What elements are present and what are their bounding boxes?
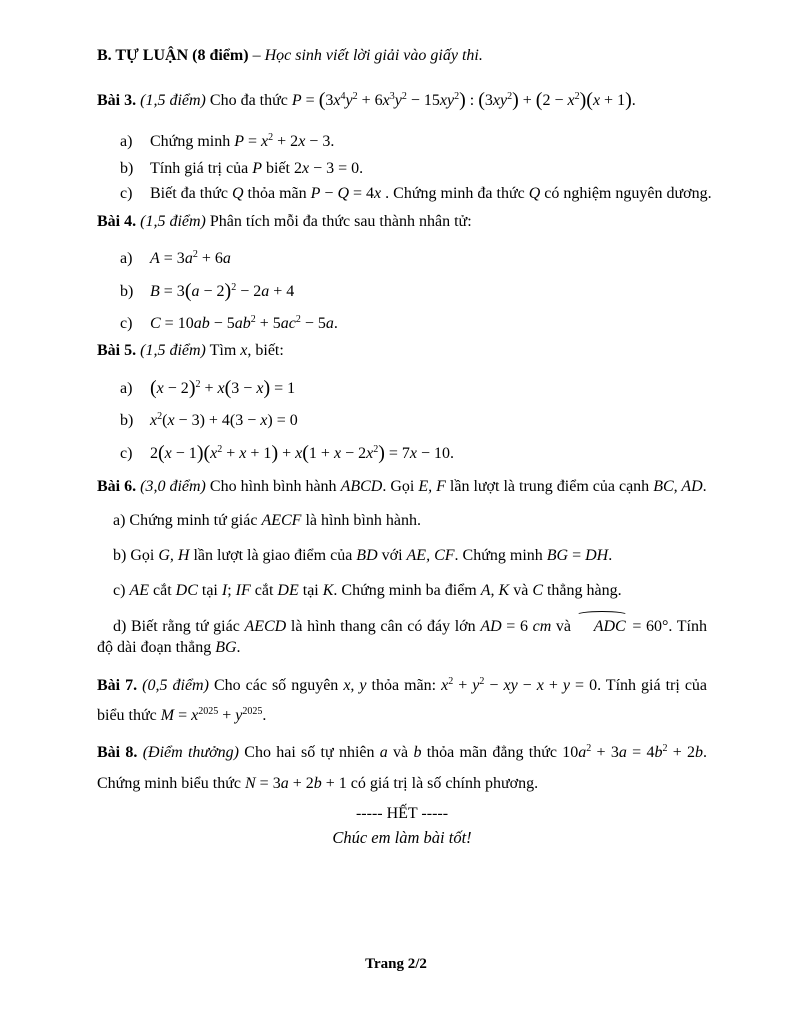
text-run: . Gọi	[382, 478, 419, 495]
bai-6-heading	[97, 477, 707, 497]
bai-7	[97, 672, 707, 732]
item-text	[150, 133, 334, 150]
text-run: a	[222, 250, 231, 267]
text-run: Bài 6.	[97, 478, 141, 495]
section-header	[97, 46, 707, 66]
text-run: BC, AD	[653, 478, 703, 495]
text-run: x	[592, 92, 601, 109]
text-run: = 60°. Tính độ dài đoạn thẳng	[97, 618, 707, 656]
text-run: d) Biết rằng tứ giác	[113, 618, 245, 635]
text-run: − 2	[199, 283, 225, 300]
text-run: a) Chứng minh tứ giác	[113, 512, 262, 529]
bai-4-item-b	[97, 276, 707, 309]
text-run: ;	[227, 582, 236, 599]
text-run: cắt	[250, 582, 278, 599]
text-run: M	[160, 707, 175, 724]
bai-4-item-c	[97, 309, 707, 341]
text-run: − 2	[341, 445, 367, 462]
text-run: AE	[129, 582, 149, 599]
text-run: c)	[113, 582, 130, 599]
text-run: x	[374, 185, 382, 202]
text-run: cắt	[148, 582, 176, 599]
text-run: x	[366, 445, 374, 462]
text-run: x	[240, 342, 248, 359]
text-run: Bài 7.	[97, 677, 143, 694]
text-run: 2 −	[542, 92, 568, 109]
text-run: Q	[231, 185, 244, 202]
text-run: x	[301, 160, 310, 177]
bai-8-heading	[97, 738, 707, 798]
text-run: b	[695, 744, 704, 761]
text-run: B	[150, 283, 160, 300]
text-run: 3 −	[231, 380, 257, 397]
text-run: AE, CF	[406, 547, 455, 564]
item-text	[150, 412, 298, 429]
text-run: Cho đa thức	[205, 92, 292, 109]
text-run: x	[210, 445, 218, 462]
text-run: 2	[192, 249, 198, 260]
bai-4	[97, 212, 707, 341]
text-run: P	[291, 92, 302, 109]
text-run: N	[245, 775, 256, 792]
text-run: DC	[175, 582, 198, 599]
bai-3	[97, 87, 712, 206]
text-run: )	[271, 442, 279, 464]
text-run: 2	[454, 91, 460, 102]
text-run: )	[224, 280, 232, 302]
text-run: x	[150, 412, 158, 429]
text-run: và	[509, 582, 533, 599]
text-run: ab	[234, 315, 251, 332]
text-run: , biết:	[247, 342, 284, 359]
text-run: −	[320, 185, 338, 202]
text-run: thỏa mãn:	[366, 677, 442, 694]
text-run: A	[150, 250, 160, 267]
text-run: AECD	[244, 618, 287, 635]
text-run: + 6	[197, 250, 223, 267]
text-run: 4	[340, 91, 346, 102]
text-run: −	[517, 677, 537, 694]
text-run: )	[512, 89, 519, 111]
text-run: x	[256, 380, 264, 397]
bai-4-item-a	[97, 244, 707, 276]
bai-5-item-a	[97, 373, 707, 406]
text-run: a	[578, 744, 587, 761]
text-run: 3	[389, 91, 395, 102]
text-run: = 10	[160, 315, 194, 332]
text-run: C	[150, 315, 161, 332]
text-run: :	[465, 92, 479, 109]
item-text	[150, 250, 231, 267]
text-run: x	[333, 445, 342, 462]
text-run: 1 +	[308, 445, 334, 462]
text-run: 2	[250, 314, 256, 325]
text-run: =	[244, 133, 262, 150]
text-run: 2	[150, 445, 158, 462]
text-run: x	[295, 445, 303, 462]
text-run: )	[579, 89, 587, 111]
text-run: BG	[215, 639, 237, 656]
text-run: +	[518, 92, 536, 109]
text-run: =	[174, 707, 192, 724]
text-run: G, H	[158, 547, 190, 564]
text-run: + 3	[591, 744, 619, 761]
text-run: AECF	[261, 512, 302, 529]
text-run: y	[345, 92, 353, 109]
text-run: )	[459, 89, 466, 111]
text-run: Bài 8.	[97, 744, 143, 761]
text-run: =	[568, 547, 586, 564]
text-run: ac	[280, 315, 296, 332]
bai-3-heading	[97, 87, 707, 116]
text-run: 3	[325, 92, 334, 109]
text-run: 2	[662, 743, 668, 754]
text-run: + 1 có giá trị là số chính phương.	[321, 775, 539, 792]
text-run: (	[586, 89, 593, 111]
text-run: Bài 5.	[97, 342, 141, 359]
text-run: x	[217, 380, 225, 397]
text-run: a	[261, 283, 270, 300]
text-run: (Điểm thưởng)	[142, 744, 239, 761]
text-run: x	[167, 412, 175, 429]
text-run: xy	[439, 92, 455, 109]
item-text	[150, 185, 712, 202]
text-run: 2	[231, 282, 237, 293]
text-run: + 4	[269, 283, 295, 300]
text-run: = 3	[159, 250, 185, 267]
text-run: = 4	[626, 744, 655, 761]
text-run: ----- HẾT -----	[355, 805, 449, 822]
item-label: c)	[120, 315, 133, 332]
text-run: +	[200, 380, 218, 397]
text-run: (1,5 điểm)	[140, 342, 206, 359]
text-run: x, y	[343, 677, 367, 694]
text-run: (	[158, 442, 165, 464]
text-run: = 4	[349, 185, 375, 202]
text-run: (	[162, 412, 168, 429]
text-run: y	[472, 677, 480, 694]
item-label: a)	[120, 133, 133, 150]
text-run: 2025	[242, 706, 263, 717]
text-run: y	[235, 707, 243, 724]
text-run: Tính giá trị của	[150, 160, 253, 177]
text-run: ABCD	[340, 478, 383, 495]
bai-3-item-c	[97, 181, 712, 206]
text-run: + 1	[600, 92, 626, 109]
text-run: thỏa mãn	[243, 185, 311, 202]
text-run: (	[224, 377, 232, 399]
text-run: 2	[295, 314, 301, 325]
text-run: a	[325, 315, 334, 332]
text-run: DH	[585, 547, 609, 564]
text-run: + 6	[357, 92, 383, 109]
bai-4-heading	[97, 212, 707, 232]
text-run: . Chứng minh ba điểm	[333, 582, 481, 599]
text-run: = 1	[270, 380, 296, 397]
closing-wish	[97, 827, 707, 849]
text-run: Cho hình bình hành	[205, 478, 341, 495]
text-run: )	[196, 442, 204, 464]
item-label: a)	[120, 250, 133, 267]
text-run: )	[378, 442, 385, 464]
text-run: lần lượt là trung điểm của cạnh	[445, 478, 654, 495]
text-run: I	[221, 582, 228, 599]
text-run: AD	[480, 618, 502, 635]
text-run: P	[252, 160, 262, 177]
text-run: − 5	[300, 315, 326, 332]
text-run: x	[164, 445, 172, 462]
text-run: =	[301, 92, 319, 109]
text-run: Học sinh viết lời giải vào giấy thi.	[264, 47, 483, 64]
text-run: x	[261, 133, 269, 150]
text-run: xy	[503, 677, 518, 694]
text-run: cm	[532, 618, 552, 635]
text-run: xy	[492, 92, 508, 109]
text-run: .	[262, 707, 267, 724]
text-run: 2	[373, 444, 379, 455]
text-run: thỏa mãn đẳng thức 10	[421, 744, 579, 761]
bai-6-item-1	[97, 545, 707, 566]
end-marker	[97, 804, 707, 824]
text-run: −	[484, 677, 504, 694]
item-label: b)	[120, 160, 134, 177]
text-run: Q	[528, 185, 541, 202]
text-run: x	[567, 92, 575, 109]
text-run: DE	[277, 582, 299, 599]
text-run: = 3	[159, 283, 185, 300]
bai-6-item-0	[97, 510, 707, 531]
text-run: a	[184, 250, 193, 267]
text-run: (1,5 điểm)	[140, 213, 206, 230]
problems-container	[97, 87, 712, 798]
text-run: (	[150, 377, 157, 399]
text-run: +	[222, 445, 240, 462]
text-run: + 1	[246, 445, 272, 462]
bai-3-item-b	[97, 156, 707, 181]
bai-8	[97, 738, 707, 798]
text-run: y	[394, 92, 402, 109]
text-run: b	[313, 775, 322, 792]
text-run: Biết đa thức	[150, 185, 232, 202]
text-run: BD	[356, 547, 378, 564]
bai-5-item-c	[97, 438, 707, 471]
text-run: 2	[479, 676, 485, 687]
text-run: = 0. Tính giá trị của biểu thức	[97, 677, 708, 724]
text-run: − 1	[171, 445, 197, 462]
text-run: )	[625, 89, 632, 111]
page-footer: Trang 2/2	[365, 956, 427, 972]
text-run: 2	[574, 91, 580, 102]
text-run: a	[280, 775, 289, 792]
bai-5	[97, 341, 707, 471]
text-run: .	[702, 478, 707, 495]
text-run: + 2	[273, 133, 299, 150]
text-run: có nghiệm nguyên dương.	[540, 185, 712, 202]
text-run: . Chứng minh đa thức	[381, 185, 529, 202]
text-run: IF	[235, 582, 251, 599]
text-run: và	[387, 744, 414, 761]
item-label: c)	[120, 445, 133, 462]
text-run: Chứng minh	[150, 133, 235, 150]
text-run: b	[413, 744, 422, 761]
bai-3-item-a	[97, 129, 707, 156]
bai-6	[97, 477, 707, 658]
text-run: Bài 3.	[97, 92, 141, 109]
text-run: 2	[217, 444, 223, 455]
text-run: BG	[546, 547, 569, 564]
text-run: y	[562, 677, 571, 694]
text-run: − 3.	[305, 133, 335, 150]
text-run: x	[441, 677, 449, 694]
text-run: − 10.	[417, 445, 455, 462]
text-run: 2025	[198, 706, 219, 717]
text-run: 3	[484, 92, 493, 109]
text-run: P	[234, 133, 245, 150]
text-run: A, K	[480, 582, 510, 599]
text-run: –	[248, 47, 265, 64]
text-run: = 3	[255, 775, 281, 792]
text-run: ) = 0	[267, 412, 298, 429]
item-label: a)	[120, 380, 133, 397]
text-run: Phân tích mỗi đa thức sau thành nhân tử:	[205, 213, 472, 230]
text-run: . Chứng minh	[454, 547, 547, 564]
text-run: (	[478, 89, 485, 111]
text-run: 2	[157, 411, 163, 422]
text-run: x	[156, 380, 164, 397]
text-run: (	[184, 280, 192, 302]
text-run: là hình thang cân có đáy lớn	[286, 618, 481, 635]
text-run: (	[203, 442, 211, 464]
text-run: tại	[298, 582, 323, 599]
text-run: B. TỰ LUẬN (8 điểm)	[97, 47, 249, 64]
text-run: +	[218, 707, 236, 724]
text-run: 2	[586, 743, 592, 754]
text-run: x	[382, 92, 390, 109]
text-run: Q	[337, 185, 350, 202]
item-text	[150, 280, 295, 302]
text-run: a	[618, 744, 627, 761]
text-run: x	[298, 133, 306, 150]
text-run: x	[239, 445, 247, 462]
text-run: Cho các số nguyên	[208, 677, 344, 694]
text-run: (	[535, 89, 543, 111]
text-run: +	[453, 677, 473, 694]
text-run: x	[409, 445, 418, 462]
text-run: a	[379, 744, 388, 761]
text-run: x	[536, 677, 544, 694]
text-run: .	[631, 92, 636, 109]
text-run: +	[278, 445, 296, 462]
text-run: − 2	[163, 380, 189, 397]
item-text	[150, 160, 363, 177]
text-run: + 5	[255, 315, 281, 332]
text-run: − 3 = 0.	[309, 160, 364, 177]
bai-7-heading	[97, 672, 707, 732]
text-run: = 6	[501, 618, 533, 635]
bai-6-item-3	[97, 615, 707, 658]
text-run: − 3) + 4(3 −	[174, 412, 261, 429]
bai-6-item-2	[97, 580, 707, 601]
text-run: a	[191, 283, 200, 300]
item-label: b)	[120, 412, 134, 429]
text-run: Chúc em làm bài tốt!	[332, 828, 472, 847]
text-run: (1,5 điểm)	[140, 92, 206, 109]
item-text	[150, 377, 296, 399]
text-run: Tìm	[205, 342, 241, 359]
text-run: (3,0 điểm)	[140, 478, 206, 495]
item-text	[150, 442, 455, 464]
text-run: b	[654, 744, 663, 761]
text-run: Bài 4.	[97, 213, 141, 230]
text-run: x	[191, 707, 199, 724]
item-label: c)	[120, 185, 133, 202]
text-run: lần lượt là giao điểm của	[189, 547, 357, 564]
text-run: (	[318, 89, 326, 111]
angle-arc-notation: ADC	[576, 615, 628, 637]
text-run: là hình bình hành.	[301, 512, 421, 529]
bai-5-item-b	[97, 406, 707, 438]
text-run: với	[377, 547, 407, 564]
text-run: = 7	[384, 445, 410, 462]
text-run: + 2	[288, 775, 314, 792]
text-run: +	[543, 677, 563, 694]
text-run: P	[310, 185, 321, 202]
text-run: .	[608, 547, 613, 564]
text-run: 2	[401, 91, 407, 102]
text-run: biết 2	[261, 160, 302, 177]
text-run: 2	[268, 132, 274, 143]
text-run: tại	[197, 582, 222, 599]
text-run: thẳng hàng.	[542, 582, 622, 599]
text-run: 2	[507, 91, 513, 102]
item-text	[150, 315, 338, 332]
text-run: − 15	[406, 92, 440, 109]
text-run: 2	[195, 379, 201, 390]
item-label: b)	[120, 283, 134, 300]
text-run: C	[532, 582, 543, 599]
text-run: x	[260, 412, 268, 429]
bai-5-heading	[97, 341, 707, 361]
text-run: E, F	[418, 478, 446, 495]
text-run: 2	[352, 91, 358, 102]
text-run: − 2	[236, 283, 262, 300]
text-run: .	[333, 315, 338, 332]
text-run: x	[333, 92, 341, 109]
text-run: ab	[193, 315, 210, 332]
text-run: )	[188, 377, 196, 399]
text-run: b) Gọi	[113, 547, 159, 564]
text-run: . Chứng minh biểu thức	[97, 744, 708, 792]
text-run: và	[551, 618, 576, 635]
text-run: Cho hai số tự nhiên	[239, 744, 380, 761]
text-run: (0,5 điểm)	[142, 677, 209, 694]
text-run: + 2	[667, 744, 696, 761]
text-run: .	[236, 639, 241, 656]
text-run: − 5	[209, 315, 235, 332]
text-run: )	[263, 377, 271, 399]
text-run: K	[322, 582, 334, 599]
text-run: 2	[448, 676, 454, 687]
text-run: (	[302, 442, 309, 464]
